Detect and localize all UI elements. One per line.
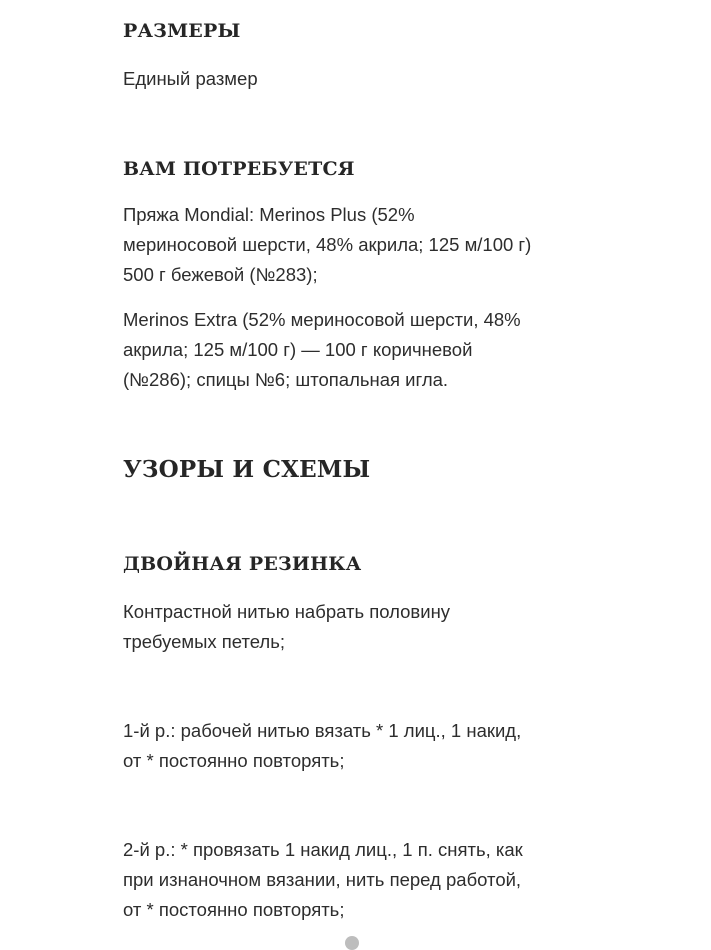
materials-line-2: мериносовой шерсти, 48% акрила; 125 м/100 г): [123, 234, 532, 255]
row-2-line-1: 2-й р.: * провязать 1 накид лиц., 1 п. снять, как: [123, 839, 523, 860]
patterns-heading: УЗОРЫ И СХЕМЫ: [123, 456, 371, 483]
sizes-heading: РАЗМЕРЫ: [123, 20, 241, 42]
double-rib-intro-2: требуемых петель;: [123, 631, 285, 652]
materials-line-1: Пряжа Mondial: Merinos Plus (52%: [123, 204, 415, 225]
row-2-line-2: при изнаночном вязании, нить перед работой,: [123, 869, 522, 890]
cropped-circle-icon: [345, 936, 359, 950]
sizes-text: Единый размер: [123, 68, 258, 89]
row-1-line-1: 1-й р.: рабочей нитью вязать * 1 лиц., 1 накид,: [123, 720, 522, 741]
materials-line-4: Merinos Extra (52% мериносовой шерсти, 48%: [123, 309, 521, 330]
double-rib-heading: ДВОЙНАЯ РЕЗИНКА: [123, 553, 362, 575]
double-rib-intro-1: Контрастной нитью набрать половину: [123, 601, 451, 622]
row-1-line-2: от * постоянно повторять;: [123, 750, 345, 771]
materials-line-3: 500 г бежевой (№283);: [123, 264, 318, 285]
row-2-line-3: от * постоянно повторять;: [123, 899, 345, 920]
materials-heading: ВАМ ПОТРЕБУЕТСЯ: [123, 158, 355, 180]
materials-line-5: акрила; 125 м/100 г) — 100 г коричневой: [123, 339, 473, 360]
materials-line-6: (№286); спицы №6; штопальная игла.: [123, 369, 449, 390]
